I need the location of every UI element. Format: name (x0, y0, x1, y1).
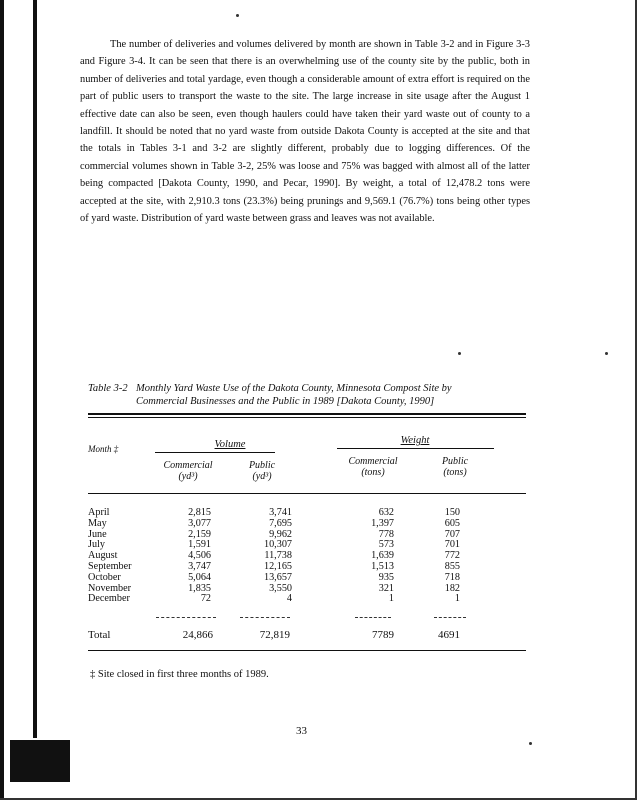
table-title-line2: Commercial Businesses and the Public in 1989 [Dakota County, 1990] (136, 396, 435, 407)
public-weight-cell: 182 (444, 582, 460, 594)
month-cell: December (88, 593, 130, 605)
commercial-volume-cell: 2,159 (188, 528, 211, 540)
sum-dashes (434, 617, 466, 619)
month-cell: August (88, 550, 118, 562)
public-volume-header-label: Public (248, 460, 276, 471)
commercial-weight-cell: 935 (378, 571, 394, 583)
public-volume-cell: 4 (286, 593, 292, 605)
public-volume-cell: 3,550 (269, 582, 292, 594)
commercial-volume-header-unit: (yd³) (178, 471, 198, 482)
sum-dashes (355, 617, 391, 619)
public-weight-cell: 772 (444, 550, 460, 562)
public-volume-cell: 13,657 (263, 571, 292, 583)
page-number: 33 (296, 725, 307, 737)
table-row (88, 530, 528, 541)
table-number: Table 3-2 (88, 383, 128, 394)
table-top-rule-2 (88, 417, 526, 418)
month-cell: September (88, 560, 132, 572)
public-volume-header (238, 460, 286, 482)
scan-speck (236, 14, 239, 17)
commercial-weight-header-label: Commercial (348, 456, 398, 467)
commercial-weight-cell: 632 (378, 507, 394, 518)
total-public-weight: 4691 (438, 629, 460, 641)
table-body (88, 508, 528, 605)
table-row (88, 573, 528, 584)
scan-speck (529, 742, 532, 745)
sum-dashes (156, 617, 216, 619)
weight-group-line (337, 448, 494, 449)
sum-dashes (240, 617, 290, 619)
public-weight-cell: 701 (444, 539, 460, 551)
total-row (88, 628, 528, 642)
commercial-weight-header (338, 456, 408, 478)
weight-group-header: Weight (400, 435, 430, 446)
scan-left-edge (0, 0, 4, 800)
month-cell: July (88, 539, 105, 551)
commercial-volume-cell: 5,064 (188, 571, 211, 583)
total-commercial-volume: 24,866 (182, 629, 213, 641)
month-cell: April (88, 507, 110, 518)
public-volume-cell: 10,307 (263, 539, 292, 551)
commercial-weight-cell: 1,397 (371, 517, 394, 529)
public-weight-cell: 707 (444, 528, 460, 540)
month-cell: May (88, 517, 107, 529)
commercial-volume-cell: 1,591 (188, 539, 211, 551)
month-column-header: Month ‡ (88, 444, 119, 454)
table-footnote: ‡ Site closed in first three months of 1989. (90, 669, 269, 680)
commercial-volume-header-label: Commercial (163, 460, 213, 471)
table-row (88, 519, 528, 530)
commercial-volume-cell: 1,835 (188, 582, 211, 594)
public-weight-cell: 605 (444, 517, 460, 529)
commercial-volume-cell: 3,747 (188, 560, 211, 572)
table-bottom-rule (88, 650, 526, 651)
commercial-volume-header (152, 460, 224, 482)
public-weight-header (430, 456, 480, 478)
table-row (88, 594, 528, 605)
public-volume-cell: 7,695 (269, 517, 292, 529)
public-weight-cell: 1 (454, 593, 460, 605)
total-label: Total (88, 629, 111, 641)
table-row (88, 584, 528, 595)
table-row (88, 562, 528, 573)
month-cell: October (88, 571, 121, 583)
public-weight-header-label: Public (441, 456, 469, 467)
public-volume-cell: 9,962 (269, 528, 292, 540)
month-cell: June (88, 528, 107, 540)
scan-speck (605, 352, 608, 355)
table-row (88, 508, 528, 519)
month-cell: November (88, 582, 131, 594)
table-row (88, 551, 528, 562)
table-row (88, 540, 528, 551)
public-volume-cell: 3,741 (269, 507, 292, 518)
body-paragraph: The number of deliveries and volumes delivered by month are shown in Table 3-2 and in Figure 3-3 and Figure 3-4. It can be seen that there is an overwhelming use of the county site by the public, both in number of deliveries and total yardage, even though a considerable amount of extra effort is required on the part of public users to transport the waste to the site. The large increase in site usage after the August 1 effective date can also be seen, even though haulers could have taken their yard waste out of county to a landfill. It should be noted that no yard waste from outside Dakota County is accepted at the site and that the totals in Tables 3-1 and 3-2 are slightly different, probably due to logging differences. Of the commercial volumes shown in Table 3-2, 25% was loose and 75% was bagged with almost all of the latter being compacted [Dakota County, 1990, and Pecar, 1990]. By weight, a total of 12,478.2 tons were accepted at the site, with 2,910.3 tons (23.3%) being prunings and 9,569.1 (76.7%) tons being other types of yard waste. Distribution of yard waste between grass and leaves was not available. (80, 39, 530, 225)
commercial-volume-cell: 4,506 (188, 550, 211, 562)
public-volume-cell: 11,738 (264, 550, 292, 562)
total-commercial-weight: 7789 (372, 629, 394, 641)
commercial-weight-cell: 1 (388, 593, 394, 605)
commercial-weight-cell: 573 (378, 539, 394, 551)
commercial-weight-cell: 1,639 (371, 550, 394, 562)
scan-binding-line (33, 0, 37, 738)
commercial-weight-cell: 778 (378, 528, 394, 540)
volume-group-line (155, 452, 275, 453)
scan-black-mark (10, 740, 70, 782)
commercial-weight-header-unit: (tons) (361, 467, 385, 478)
commercial-weight-cell: 1,513 (371, 560, 394, 572)
table-caption (88, 382, 528, 408)
table-top-rule (88, 413, 526, 415)
table-title-line1: Monthly Yard Waste Use of the Dakota County, Minnesota Compost Site by (136, 383, 452, 394)
public-weight-header-unit: (tons) (443, 467, 467, 478)
public-volume-cell: 12,165 (263, 560, 292, 572)
commercial-weight-cell: 321 (378, 582, 394, 594)
public-volume-header-unit: (yd³) (252, 471, 272, 482)
commercial-volume-cell: 3,077 (188, 517, 211, 529)
public-weight-cell: 718 (444, 571, 460, 583)
total-public-volume: 72,819 (259, 629, 290, 641)
scan-speck (458, 352, 461, 355)
header-bottom-rule (88, 493, 526, 494)
volume-group-header: Volume (214, 439, 246, 450)
public-weight-cell: 855 (444, 560, 460, 572)
commercial-volume-cell: 2,815 (188, 507, 211, 518)
commercial-volume-cell: 72 (200, 593, 211, 605)
public-weight-cell: 150 (444, 507, 460, 518)
